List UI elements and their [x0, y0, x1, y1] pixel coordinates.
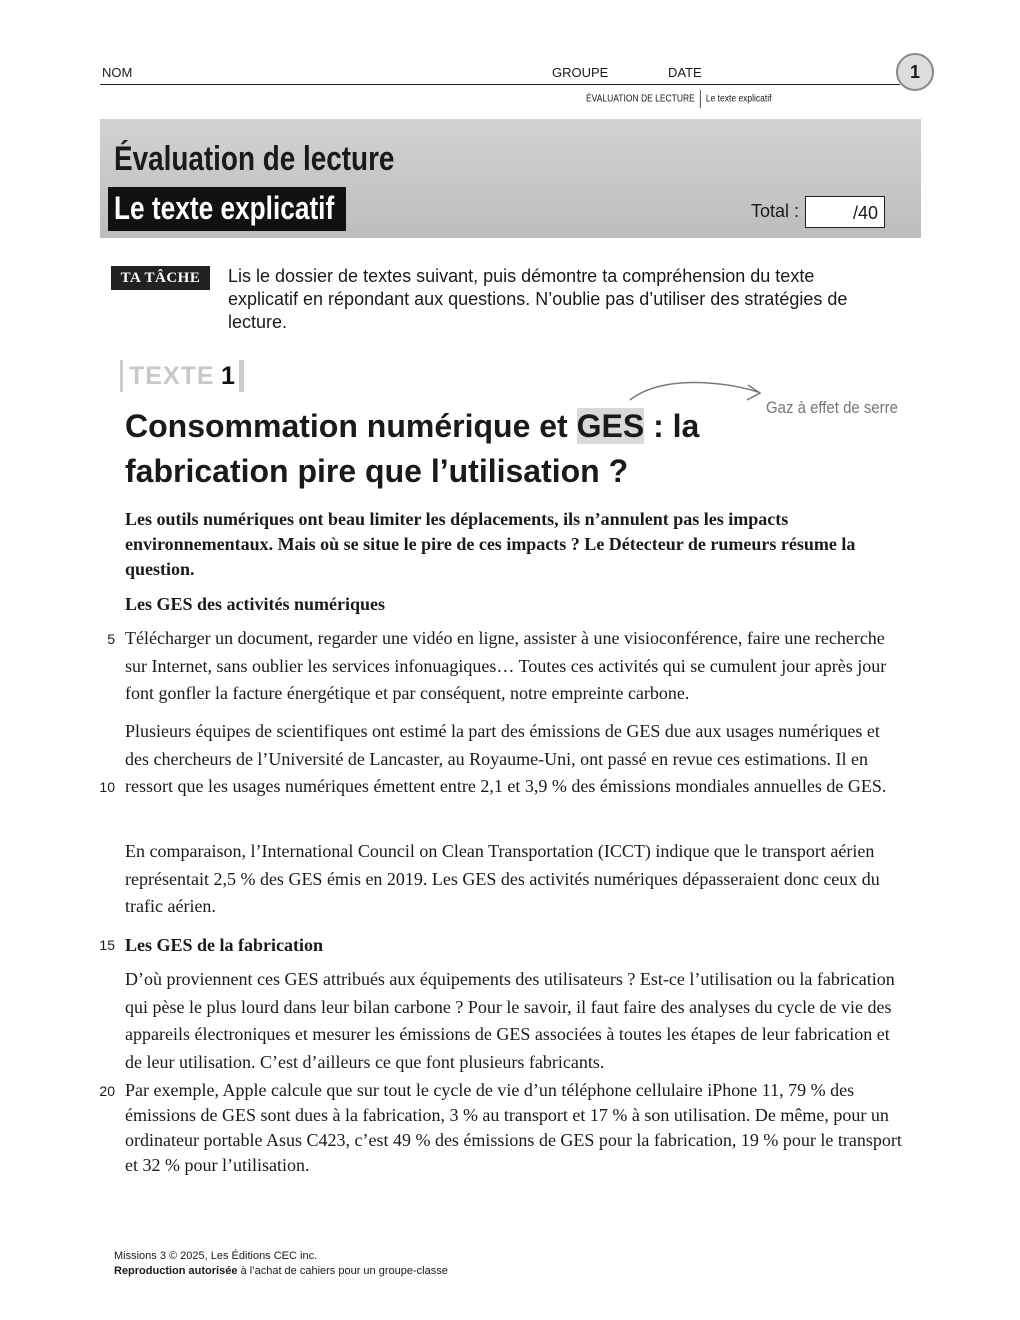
name-label: NOM [102, 65, 133, 80]
line-number: 15 [99, 937, 115, 953]
total-score-field[interactable]: /40 [805, 196, 885, 228]
footer-copyright: Missions 3 © 2025, Les Éditions CEC inc. [114, 1250, 318, 1262]
line-number: 20 [99, 1083, 115, 1099]
header-rule [100, 84, 900, 85]
glossary-note: Gaz à effet de serre [766, 398, 898, 417]
line-number: 10 [99, 779, 115, 795]
total-label: Total : [751, 201, 800, 221]
subsection-label: Le texte explicatif [705, 93, 772, 105]
section-heading: Les GES des activités numériques [125, 594, 386, 614]
badge-number: 1 [221, 362, 235, 390]
paragraph: D’où proviennent ces GES attribués aux équipements des utilisateurs ? Est-ce l’utilisation ou la fabrication qui pèse le plus lourd dans leur bilan carbone ? Pour le savoir, il faut faire des analyses du cycle de vie des appareils électroniques et mesurer les émissions de GES associées à toutes les étapes de leur fabrication et de leur utilisation. C’est d’ailleurs ce que font plusieurs fabricants. [125, 969, 895, 1072]
title-part: Consommation numérique et [125, 408, 577, 444]
footer-rights [114, 1265, 448, 1277]
task-badge: TA TÂCHE [111, 266, 210, 290]
divider [700, 90, 701, 108]
article-title [125, 404, 765, 494]
page-title: Évaluation de lecture [114, 140, 395, 178]
date-label: DATE [668, 65, 702, 80]
highlighted-term: GES [576, 408, 645, 444]
footer-rights-bold: Reproduction autorisée [114, 1265, 238, 1277]
line-number: 5 [107, 631, 115, 647]
badge-label: TEXTE [129, 362, 215, 390]
text-1-badge [120, 360, 244, 392]
group-label: GROUPE [552, 65, 609, 80]
page-subtitle: Le texte explicatif [114, 190, 335, 226]
article-lead: Les outils numériques ont beau limiter les déplacements, ils n’annulent pas les impacts environnementaux. Mais où se situe le pire de ces impacts ? Le Détecteur de rumeurs résume la question. [125, 509, 856, 579]
paragraph: En comparaison, l’International Council on Clean Transportation (ICCT) indique que le transport aérien représentait 2,5 % des GES émis en 2019. Les GES des activités numériques dépasseraient donc ceux du trafic aérien. [125, 841, 880, 916]
badge-bar [239, 360, 244, 392]
title-part: : la fabrication pire que l’utilisation ? [125, 408, 700, 489]
footer-rights-text: à l’achat de cahiers pour un groupe-classe [237, 1265, 448, 1277]
section-header [586, 90, 772, 108]
task-instructions: Lis le dossier de textes suivant, puis démontre ta compréhension du texte explicatif en répondant aux questions. N’oublie pas d’utiliser des stratégies de lecture. [228, 266, 848, 332]
paragraph: Plusieurs équipes de scientifiques ont estimé la part des émissions de GES due aux usages numériques et des chercheurs de l’Université de Lancaster, au Royaume-Uni, ont passé en revue ces estimations. Il en ressort que les usages numériques émettent entre 2,1 et 3,9 % des émissions mondiales annuelles de GES. [125, 721, 887, 796]
page-number: 1 [896, 53, 934, 91]
page-subtitle-box [108, 187, 346, 231]
paragraph: Télécharger un document, regarder une vidéo en ligne, assister à une visioconférence, faire une recherche sur Internet, sans oublier les services infonuagiques… Toutes ces activités qui se cumulent jour après jour font gonfler la facture énergétique et par conséquent, notre empreinte carbone. [125, 628, 887, 703]
section-heading: Les GES de la fabrication [125, 935, 324, 955]
paragraph: Par exemple, Apple calcule que sur tout le cycle de vie d’un téléphone cellulaire iPhone 11, 79 % des émissions de GES sont dues à la fabrication, 3 % au transport et 17 % à son utilisation. De même, pour un ordinateur portable Asus C423, c’est 49 % des émissions de GES pour la fabrication, 19 % pour le transport et 32 % pour l’utilisation. [125, 1080, 902, 1175]
badge-bar [120, 360, 123, 392]
section-label: ÉVALUATION DE LECTURE [586, 93, 695, 105]
